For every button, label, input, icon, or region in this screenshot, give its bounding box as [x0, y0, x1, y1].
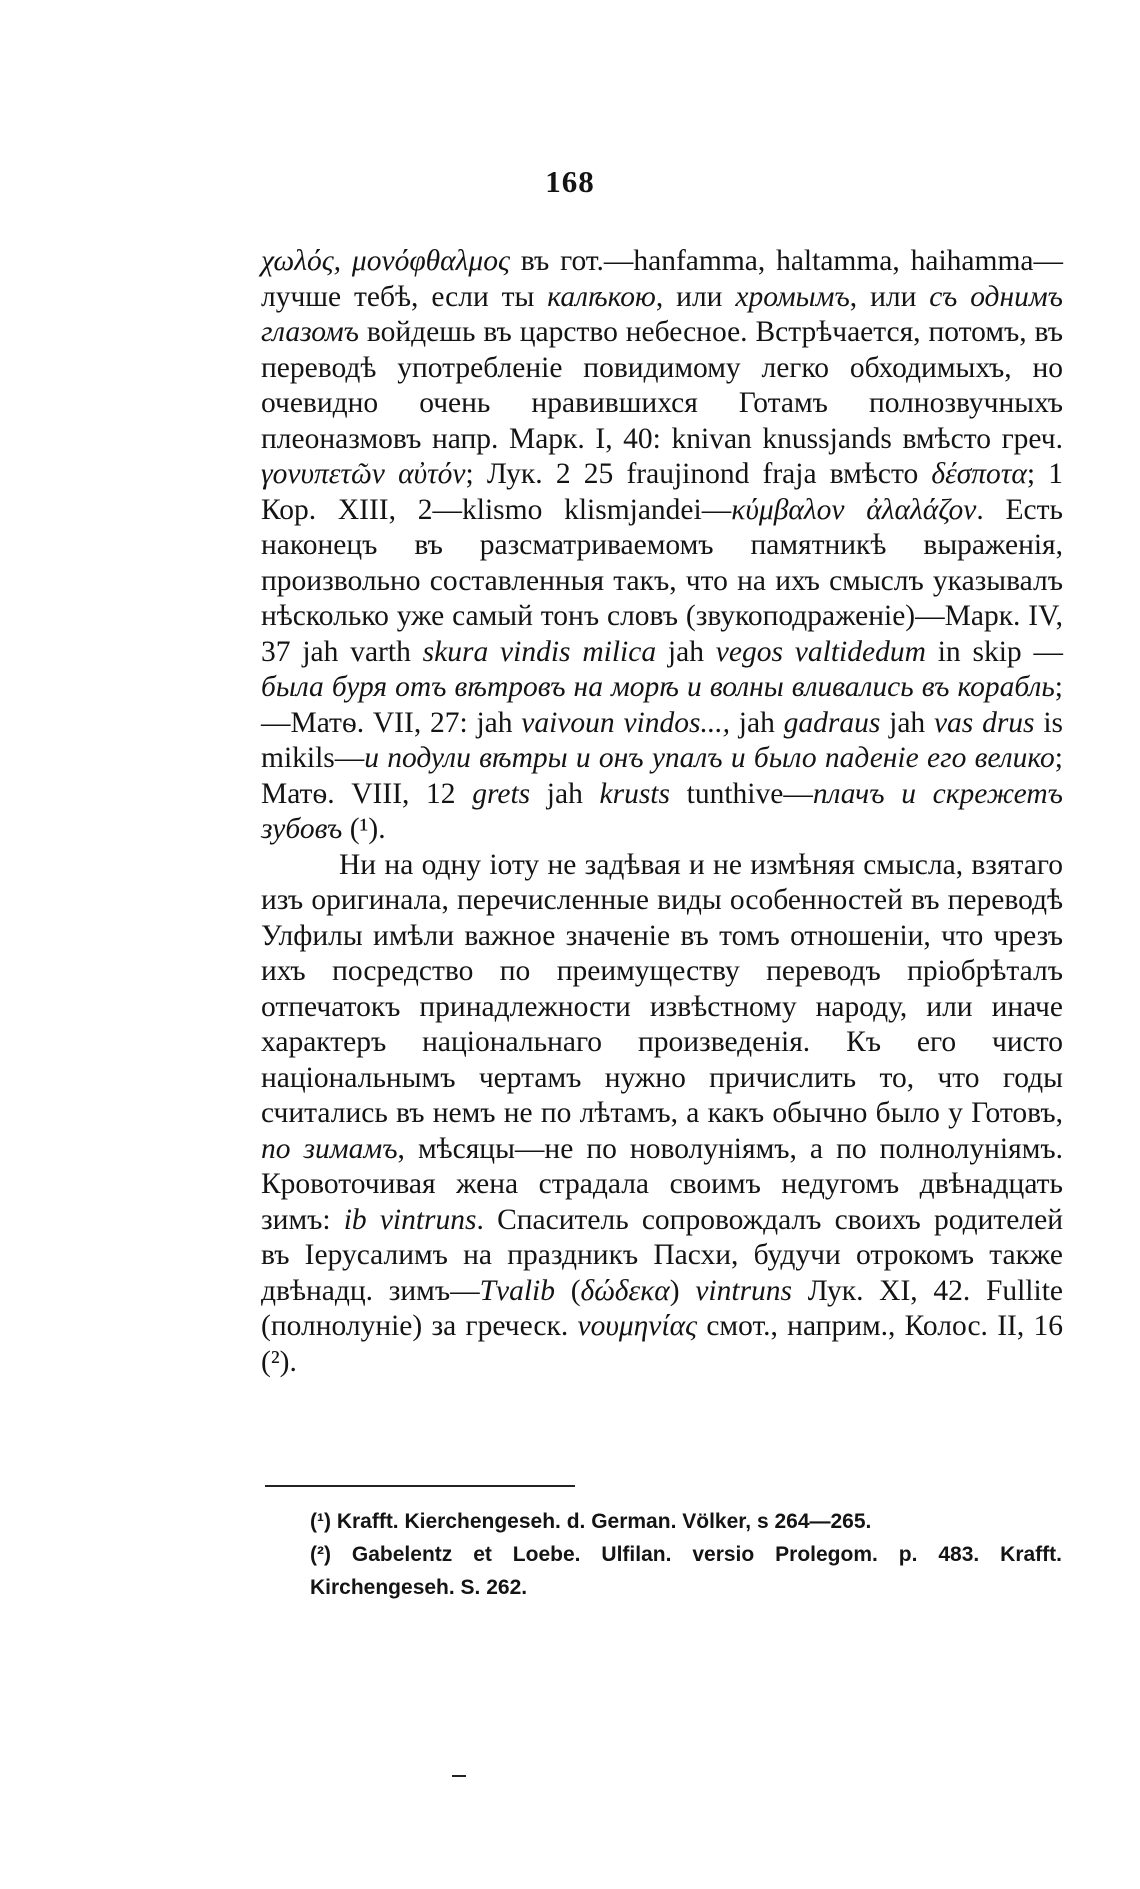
italic-text-run: vintruns [695, 1274, 793, 1307]
text-run: смот., наприм., Колос. II, 16 (²). [261, 1310, 1064, 1378]
text-run: , мѣсяцы—не по новолуніямъ, а по полнолуніямъ. Кровоточивая жена страдала своимъ недугомъ двѣнадцать зимъ: [261, 1132, 1063, 1236]
italic-text-run: gadraus [783, 706, 881, 739]
paragraph-1 [261, 244, 1063, 848]
text-run: in skip — [925, 635, 1064, 668]
italic-text-run: δώδεκα [580, 1274, 670, 1307]
footnote-2: (²) Gabelentz et Loebe. Ulfilan. versio Prolegom. p. 483. Krafft. Kirchengeseh. S. 262. [310, 1543, 1062, 1599]
italic-text-run: и подули вѣтры и онъ упалъ и было паденіе его велико [364, 742, 1055, 774]
footnote-1: (¹) Krafft. Kierchengeseh. d. German. Völker, s 264—265. [310, 1510, 872, 1533]
italic-text-run: γονυπετῶν αὐτόν [261, 458, 466, 490]
text-run: , или [655, 280, 736, 313]
italic-text-run: χωλός, μονόφθαλμος [261, 245, 510, 277]
italic-text-run: grets [472, 777, 531, 810]
text-run: ; Матѳ. VIII, 12 [261, 742, 1063, 810]
text-run: Лук. XI, 42. Fullite (полнолуніе) за греческ. [261, 1274, 1063, 1342]
italic-text-run: Tvalib [479, 1274, 555, 1307]
bottom-dash-mark [452, 1775, 466, 1777]
page-number: 168 [545, 164, 595, 199]
italic-text-run: была буря отъ вѣтровъ на морѣ и волны вливались въ корабль [261, 671, 1055, 703]
text-run: войдешь въ царство небесное. Встрѣчается, потомъ, въ переводѣ употребленіе повидимому легко обходимыхъ, но очевидно очень нравившихся Готамъ полнозвучныхъ плеоназмовъ напр. Марк. I, 40: knivan knussjands вмѣсто греч. [261, 316, 1063, 455]
main-text [261, 244, 1063, 1380]
italic-text-run: κύμβαλον ἀλαλάζον [731, 493, 977, 526]
text-run: , или [849, 280, 930, 313]
paragraph-2 [261, 848, 1063, 1381]
text-run: ; Лук. 2 25 fraujinond fraja вмѣсто [465, 458, 932, 490]
text-run: въ гот.—hanfamma, haltamma, haihamma—лучше тебѣ, если ты [261, 245, 1063, 313]
italic-text-run: плачъ и скрежетъ зубовъ [261, 777, 1063, 845]
footnotes [310, 1505, 1062, 1604]
italic-text-run: vas drus [933, 706, 1035, 739]
italic-text-run: νουμηνίας [577, 1310, 698, 1342]
text-run: jah [656, 635, 716, 668]
text-run: is mikils— [261, 706, 1064, 774]
italic-text-run: по зимамъ [261, 1132, 398, 1165]
text-run: Ни на одну іоту не задѣвая и не измѣняя смысла, взятаго изъ оригинала, перечисленные виды особенностей въ переводѣ Улфилы имѣли важное значеніе въ томъ отношеніи, что чрезъ ихъ посредство по преимуществу переводъ пріобрѣталъ отпечатокъ принадлежности извѣстному народу, или иначе характеръ національнаго произведенія. Къ его чисто національнымъ чертамъ нужно причислить то, что годы считались въ немъ не по лѣтамъ, а какъ обычно было у Готовъ, [261, 848, 1063, 1129]
italic-text-run: vegos valtidedum [715, 635, 926, 668]
italic-text-run: skura vindis milica [422, 635, 657, 668]
text-run: . Спаситель сопровождалъ своихъ родителей въ Іерусалимъ на праздникъ Пасхи, будучи отрокомъ также двѣнадц. зимъ— [261, 1203, 1063, 1307]
italic-text-run: калѣкою [547, 280, 656, 313]
italic-text-run: ib vintruns [343, 1203, 477, 1236]
text-run: ( [554, 1274, 581, 1307]
text-run: ) [669, 1274, 696, 1307]
text-run: (¹). [342, 813, 386, 845]
italic-text-run: δέσποτα [931, 458, 1027, 490]
italic-text-run: съ однимъ глазомъ [261, 280, 1063, 348]
text-run: jah [880, 706, 934, 739]
text-run: ;—Матѳ. VII, 27: jah [261, 671, 1063, 739]
italic-text-run: vaivoun vindos..., [521, 706, 730, 739]
italic-text-run: хромымъ [735, 280, 850, 313]
italic-text-run: krusts [599, 777, 670, 810]
text-run: ; 1 Кор. XIII, 2—klismo klismjandei— [261, 458, 1063, 526]
footnote-separator [265, 1485, 575, 1487]
text-run: jah [530, 777, 600, 810]
text-run: tunthive— [669, 777, 813, 810]
text-run: . Есть наконецъ въ разсматриваемомъ памятникѣ выраженія, произвольно составленныя такъ, что на ихъ смыслъ указывалъ нѣсколько уже самый тонъ словъ (звукоподраженіе)—Марк. IV, 37 jah varth [261, 493, 1063, 668]
text-run: jah [730, 706, 784, 739]
